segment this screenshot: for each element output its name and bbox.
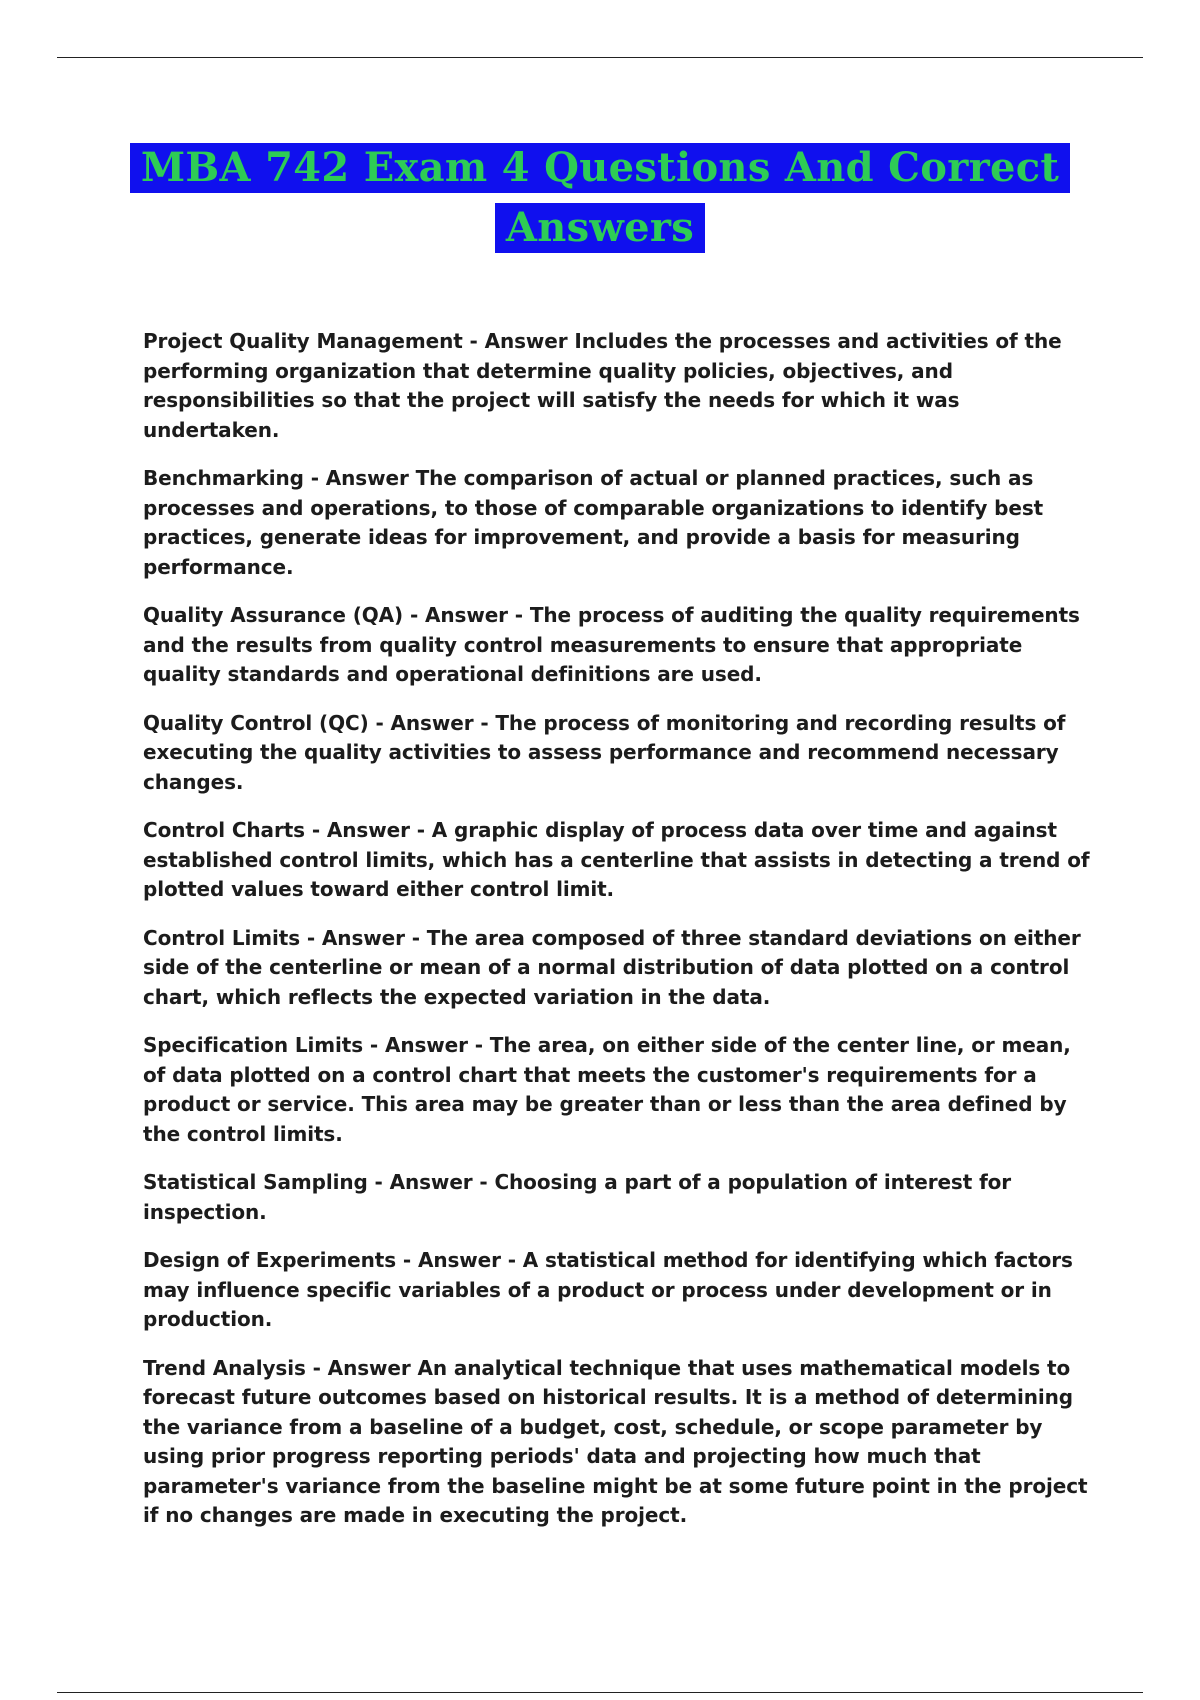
qa-list	[143, 327, 1093, 1550]
qa-entry-control-charts: Control Charts - Answer - A graphic display of process data over time and against established control limits, which has a centerline that assists in detecting a trend of plotted values toward either control limit.	[143, 818, 1090, 901]
qa-entry-design-of-experiments: Design of Experiments - Answer - A statistical method for identifying which factors may influence specific variables of a product or process under development or in production.	[143, 1248, 1073, 1331]
qa-entry-statistical-sampling: Statistical Sampling - Answer - Choosing a part of a population of interest for inspection.	[143, 1170, 1012, 1224]
footer-rule	[57, 1692, 1143, 1693]
qa-entry-project-quality-management: Project Quality Management - Answer Includes the processes and activities of the performing organization that determine quality policies, objectives, and responsibilities so that the project will satisfy the needs for which it was undertaken.	[143, 329, 1062, 442]
title-line-1: MBA 742 Exam 4 Questions And Correct	[130, 143, 1070, 193]
document-title	[0, 143, 1200, 263]
qa-entry-benchmarking: Benchmarking - Answer The comparison of actual or planned practices, such as processes and operations, to those of comparable organizations to identify best practices, generate ideas for improvement, and provide a basis for measuring performance.	[143, 466, 1044, 579]
title-line-2: Answers	[495, 203, 705, 253]
qa-entry-quality-assurance: Quality Assurance (QA) - Answer - The process of auditing the quality requirements and the results from quality control measurements to ensure that appropriate quality standards and operational definitions are used.	[143, 603, 1080, 686]
qa-entry-specification-limits: Specification Limits - Answer - The area, on either side of the center line, or mean, of data plotted on a control chart that meets the customer's requirements for a product or service. This area may be greater than or less than the area defined by the control limits.	[143, 1033, 1071, 1146]
header-rule	[57, 57, 1143, 58]
qa-entry-control-limits: Control Limits - Answer - The area composed of three standard deviations on either side of the centerline or mean of a normal distribution of data plotted on a control chart, which reflects the expected variation in the data.	[143, 925, 1081, 1009]
qa-entry-quality-control: Quality Control (QC) - Answer - The process of monitoring and recording results of executing the quality activities to assess performance and recommend necessary changes.	[143, 710, 1066, 794]
qa-entry-trend-analysis: Trend Analysis - Answer An analytical technique that uses mathematical models to forecast future outcomes based on historical results. It is a method of determining the variance from a baseline of a budget, cost, schedule, or scope parameter by using prior progress reporting periods' data and projecting how much that parameter's variance from the baseline might be at some future point in the project if no changes are made in executing the project.	[143, 1355, 1088, 1527]
